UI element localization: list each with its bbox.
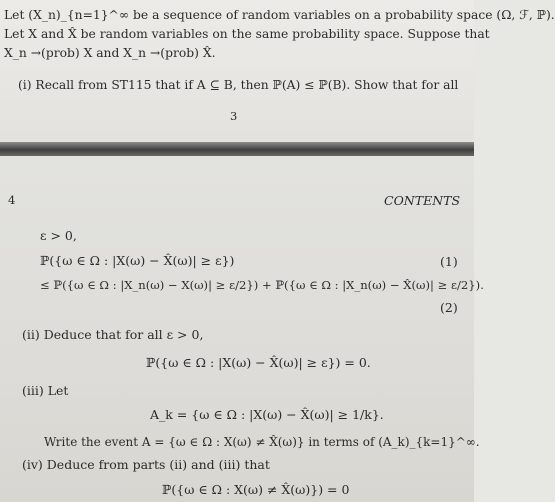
- epsilon-line: ε > 0,: [40, 228, 77, 243]
- lower-page: [0, 156, 484, 502]
- part-iv-equation: ℙ({ω ∈ Ω : X(ω) ≠ X̂(ω)}) = 0: [162, 482, 350, 497]
- page-number-4: 4: [8, 193, 16, 207]
- part-iii-text: (iii) Let: [22, 383, 69, 398]
- running-header: CONTENTS: [384, 193, 461, 208]
- equation-1-tag: (1): [440, 254, 458, 269]
- part-ii-equation: ℙ({ω ∈ Ω : |X(ω) − X̂(ω)| ≥ ε}) = 0.: [146, 355, 371, 370]
- equation-2-line: ≤ ℙ({ω ∈ Ω : |X_n(ω) − X(ω)| ≥ ε/2}) + ℙ({ω ∈ Ω : |X_n(ω) − X̂(ω)| ≥ ε/2}).: [40, 278, 484, 292]
- intro-line-3: X_n →(prob) X and X_n →(prob) X̂.: [4, 46, 216, 60]
- intro-line-2: Let X and X̂ be random variables on the same probability space. Suppose that: [4, 27, 490, 41]
- equation-2-tag: (2): [440, 300, 458, 315]
- equation-1-lhs: ℙ({ω ∈ Ω : |X(ω) − X̂(ω)| ≥ ε}): [40, 253, 235, 268]
- intro-line-1: Let (X_n)_{n=1}^∞ be a sequence of random variables on a probability space (Ω, ℱ, ℙ).: [4, 8, 555, 22]
- part-iii-equation: A_k = {ω ∈ Ω : |X(ω) − X̂(ω)| ≥ 1/k}.: [150, 407, 384, 422]
- upper-page: [0, 0, 555, 142]
- part-iii-instruction: Write the event A = {ω ∈ Ω : X(ω) ≠ X̂(ω)} in terms of (A_k)_{k=1}^∞.: [44, 435, 480, 449]
- page-number-3: 3: [230, 109, 238, 123]
- part-i-text: (i) Recall from ST115 that if A ⊆ B, then ℙ(A) ≤ ℙ(B). Show that for all: [18, 78, 459, 92]
- page-divider: [0, 142, 474, 156]
- part-iv-text: (iv) Deduce from parts (ii) and (iii) that: [22, 457, 270, 472]
- part-ii-text: (ii) Deduce that for all ε > 0,: [22, 327, 204, 342]
